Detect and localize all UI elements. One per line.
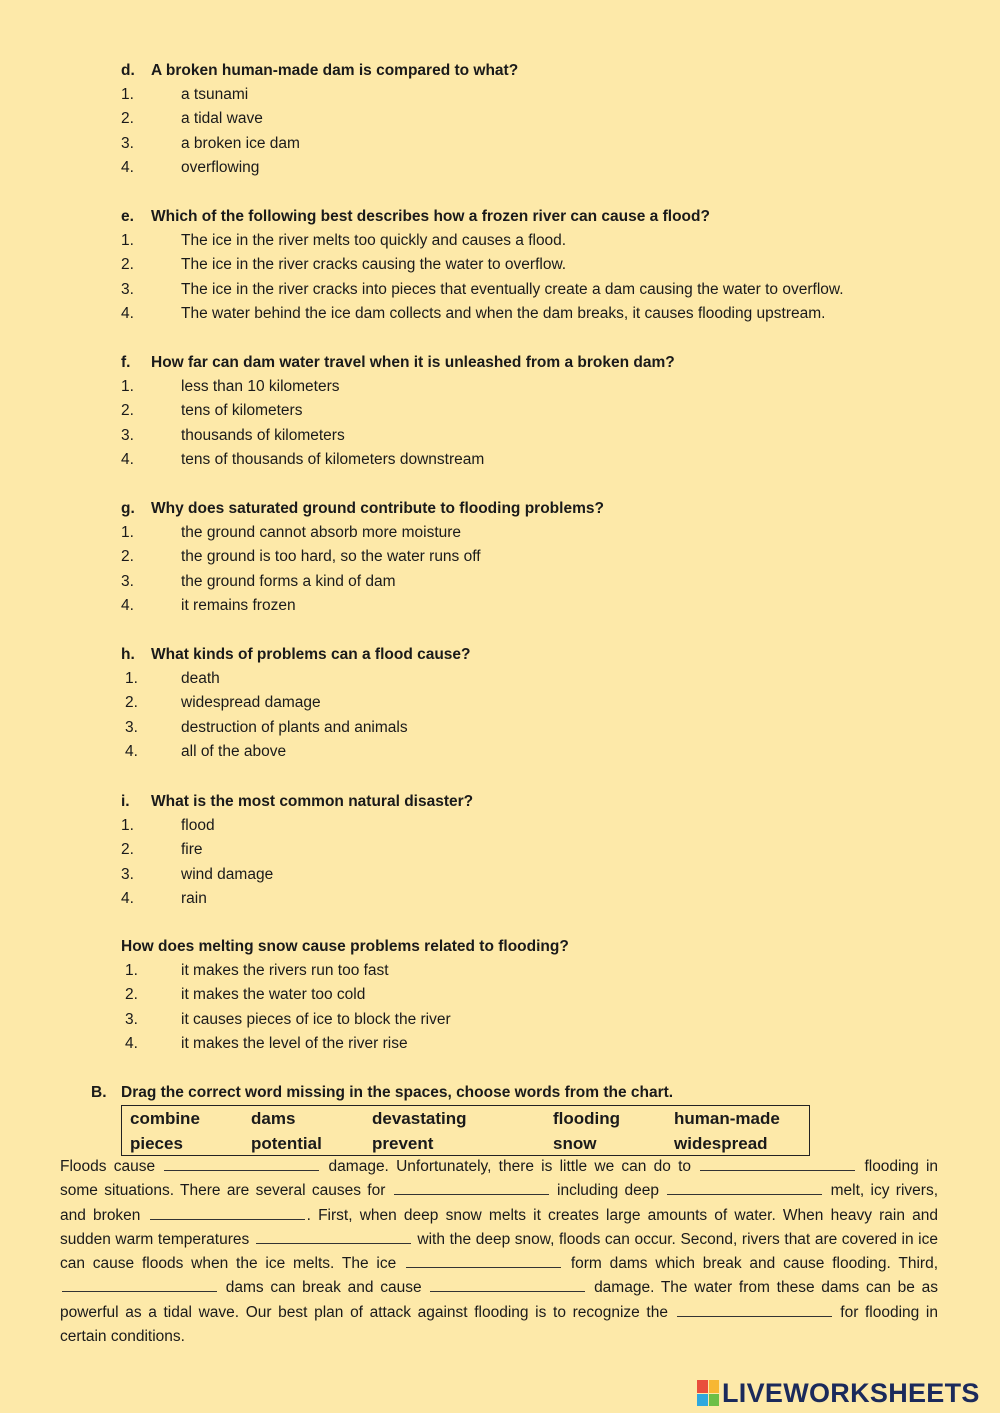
- answer-option[interactable]: 4. The water behind the ice dam collects and when the dam breaks, it causes flooding upstream.: [121, 304, 826, 322]
- word-chip[interactable]: snow: [553, 1134, 597, 1153]
- answer-option[interactable]: 3. destruction of plants and animals: [125, 718, 408, 736]
- question-title: e. Which of the following best describes how a frozen river can cause a flood?: [121, 208, 710, 225]
- word-bank: [121, 1105, 810, 1156]
- answer-option[interactable]: 2. it makes the water too cold: [125, 986, 366, 1004]
- answer-option[interactable]: 1. flood: [121, 817, 215, 834]
- answer-option[interactable]: 2. tens of kilometers: [121, 402, 303, 420]
- answer-blank[interactable]: [677, 1302, 832, 1317]
- word-chip[interactable]: pieces: [130, 1134, 183, 1153]
- liveworksheets-logo-icon: [697, 1380, 719, 1406]
- question-e: [121, 205, 941, 326]
- question-title: h. What kinds of problems can a flood cause?: [121, 646, 471, 663]
- answer-option[interactable]: 3. a broken ice dam: [121, 134, 300, 152]
- answer-option[interactable]: 2. fire: [121, 841, 203, 859]
- word-chip[interactable]: potential: [251, 1134, 322, 1153]
- answer-blank[interactable]: [406, 1253, 561, 1268]
- answer-blank[interactable]: [667, 1180, 822, 1195]
- answer-option[interactable]: 4. tens of thousands of kilometers downstream: [121, 450, 485, 468]
- question-title: i. What is the most common natural disaster?: [121, 793, 474, 810]
- question-d: [121, 59, 941, 180]
- answer-option[interactable]: 1. the ground cannot absorb more moisture: [121, 524, 462, 541]
- word-chip[interactable]: flooding: [553, 1109, 621, 1128]
- answer-option[interactable]: 3. it causes pieces of ice to block the river: [125, 1010, 451, 1028]
- answer-option[interactable]: 3. The ice in the river cracks into pieces that eventually create a dam causing the water to overflow.: [121, 280, 844, 298]
- liveworksheets-logo: LIVEWORKSHEETS: [697, 1377, 980, 1409]
- section-b-instruction: B. Drag the correct word missing in the spaces, choose words from the chart.: [91, 1084, 674, 1101]
- question-title: How does melting snow cause problems related to flooding?: [121, 938, 569, 955]
- answer-option[interactable]: 1. The ice in the river melts too quickly and causes a flood.: [121, 232, 567, 249]
- question-title: d. A broken human-made dam is compared to what?: [121, 62, 519, 79]
- answer-option[interactable]: 1. less than 10 kilometers: [121, 378, 340, 395]
- answer-blank[interactable]: [164, 1156, 319, 1171]
- question-f: [121, 351, 941, 472]
- question-title: g. Why does saturated ground contribute to flooding problems?: [121, 500, 604, 517]
- answer-blank[interactable]: [394, 1180, 549, 1195]
- word-chip[interactable]: prevent: [372, 1134, 434, 1153]
- answer-option[interactable]: 2. The ice in the river cracks causing the water to overflow.: [121, 256, 567, 274]
- answer-option[interactable]: 4. it makes the level of the river rise: [125, 1034, 408, 1052]
- answer-option[interactable]: 3. the ground forms a kind of dam: [121, 572, 396, 590]
- answer-blank[interactable]: [430, 1277, 585, 1292]
- answer-blank[interactable]: [256, 1229, 411, 1244]
- answer-blank[interactable]: [62, 1277, 217, 1292]
- answer-option[interactable]: 4. overflowing: [121, 158, 260, 176]
- question-h: [121, 643, 941, 764]
- answer-option[interactable]: 4. it remains frozen: [121, 596, 296, 614]
- word-chip[interactable]: widespread: [674, 1134, 768, 1153]
- answer-option[interactable]: 2. a tidal wave: [121, 110, 263, 128]
- answer-option[interactable]: 1. death: [125, 670, 220, 687]
- answer-option[interactable]: 3. wind damage: [121, 865, 274, 883]
- question-snow: [121, 935, 941, 1056]
- answer-option[interactable]: 2. widespread damage: [125, 694, 321, 712]
- answer-option[interactable]: 1. a tsunami: [121, 86, 249, 103]
- question-title: f. How far can dam water travel when it is unleashed from a broken dam?: [121, 354, 675, 371]
- answer-option[interactable]: 2. the ground is too hard, so the water runs off: [121, 548, 481, 566]
- question-i: [121, 790, 941, 911]
- word-chip[interactable]: combine: [130, 1109, 200, 1128]
- word-chip[interactable]: human-made: [674, 1109, 780, 1128]
- answer-option[interactable]: 1. it makes the rivers run too fast: [125, 962, 389, 979]
- answer-option[interactable]: 4. rain: [121, 889, 207, 907]
- answer-option[interactable]: 3. thousands of kilometers: [121, 426, 345, 444]
- answer-option[interactable]: 4. all of the above: [125, 742, 287, 760]
- answer-blank[interactable]: [150, 1205, 305, 1220]
- cloze-paragraph: Floods cause damage. Unfortunately, there is little we can do to flooding in some situations. There are several causes for including deep melt, icy rivers, and broken . First, when deep snow melts it creates large amounts of water. When heavy rain and sudden warm temperatures with the deep snow, floods can occur. Second, rivers that are covered in ice can cause floods when the ice melts. The ice form dams which break and cause flooding. Third, dams can break and cause damage. The water from these dams can be as powerful as a tidal wave. Our best plan of attack against flooding is to recognize the for flooding in certain conditions.: [60, 1158, 939, 1346]
- answer-blank[interactable]: [700, 1156, 855, 1171]
- question-g: [121, 497, 941, 618]
- word-chip[interactable]: dams: [251, 1109, 296, 1128]
- word-chip[interactable]: devastating: [372, 1109, 467, 1128]
